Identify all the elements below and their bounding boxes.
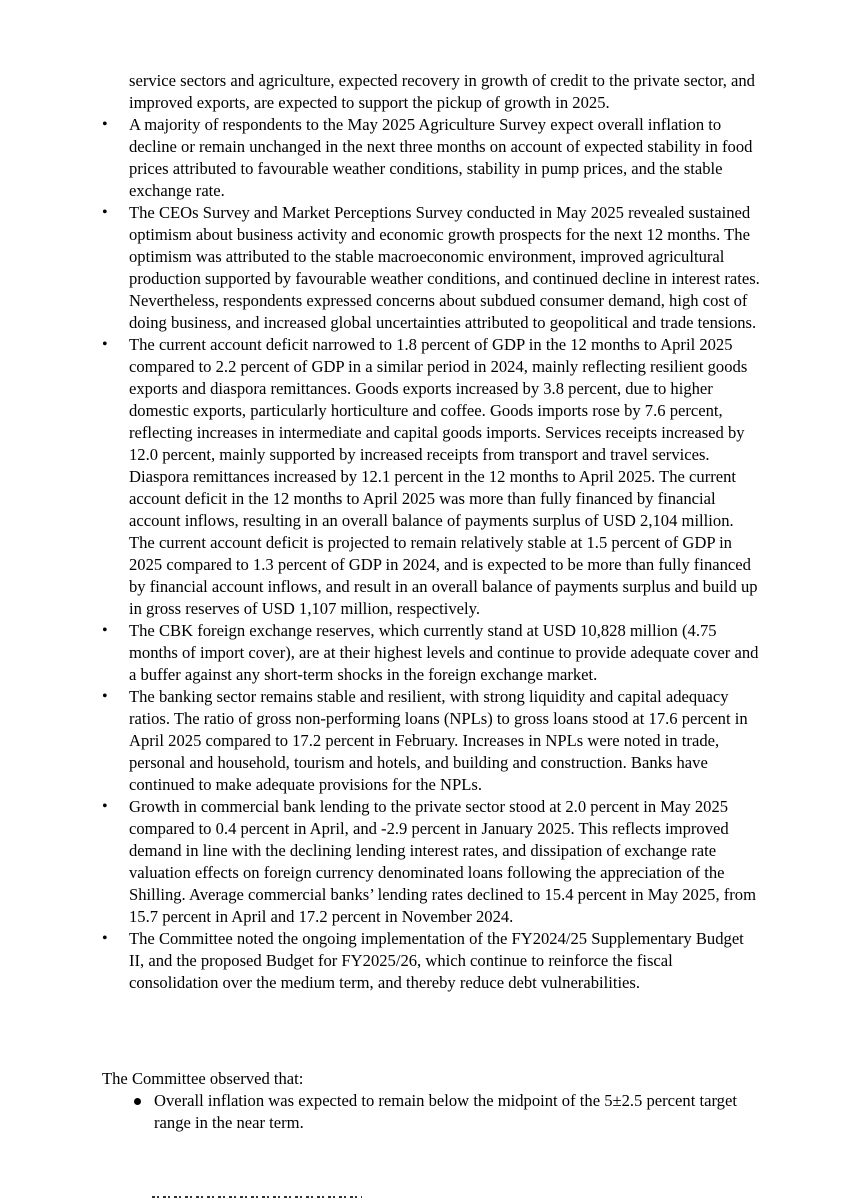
bullet-marker: • [102,336,108,353]
bullet-dot-icon [134,1098,141,1105]
cropped-text-fragment [152,1194,362,1200]
bullet-marker: • [102,798,108,815]
bullet-marker: • [102,930,108,947]
paragraph-text: The current account deficit narrowed to 1.8 percent of GDP in the 12 months to April 2025 compared to 2.2 percent of GDP in a similar period in 2024, mainly reflecting resilient goods exports and diaspora remittances. Goods exports increased by 3.8 percent, due to higher domestic exports, particularly horticulture and coffee. Goods imports rose by 7.6 percent, reflecting increases in intermediate and capital goods imports. Services receipts increased by 12.0 percent, mainly supported by increased receipts from transport and travel services. Diaspora remittances increased by 12.1 percent in the 12 months to April 2025. The current account deficit in the 12 months to April 2025 was more than fully financed by financial account inflows, resulting in an overall balance of payments surplus of USD 2,104 million. The current account deficit is projected to remain relatively stable at 1.5 percent of GDP in 2025 compared to 1.3 percent of GDP in 2024, and is expected to be more than fully financed by financial account inflows, and result in an overall balance of payments surplus and build up in gross reserves of USD 1,107 million, respectively. [129,335,758,618]
observed-item-text: Overall inflation was expected to remain below the midpoint of the 5±2.5 percent target range in the near term. [154,1091,737,1132]
paragraph-text: The banking sector remains stable and resilient, with strong liquidity and capital adequacy ratios. The ratio of gross non-performing loans (NPLs) to gross loans stood at 17.6 percent in April 2025 compared to 17.2 percent in February. Increases in NPLs were noted in trade, personal and household, tourism and hotels, and building and construction. Banks have continued to make adequate provisions for the NPLs. [129,687,748,794]
bullet-marker: • [102,688,108,705]
bullet-marker: • [102,622,108,639]
list-item [102,928,762,994]
list-item [102,70,762,114]
paragraph-text: The CEOs Survey and Market Perceptions Survey conducted in May 2025 revealed sustained optimism about business activity and economic growth prospects for the next 12 months. The optimism was attributed to the stable macroeconomic environment, improved agricultural production supported by favourable weather conditions, and continued decline in interest rates. Nevertheless, respondents expressed concerns about subdued consumer demand, high cost of doing business, and increased global uncertainties attributed to geopolitical and trade tensions. [129,203,760,332]
observed-list-item [130,1090,750,1134]
list-item [102,334,762,620]
observed-heading: The Committee observed that: [102,1069,304,1088]
list-item [102,686,762,796]
list-item [102,620,762,686]
paragraph-text: A majority of respondents to the May 2025 Agriculture Survey expect overall inflation to decline or remain unchanged in the next three months on account of expected stability in food prices attributed to favourable weather conditions, stability in pump prices, and the stable exchange rate. [129,115,753,200]
paragraph-text: The CBK foreign exchange reserves, which currently stand at USD 10,828 million (4.75 months of import cover), are at their highest levels and continue to provide adequate cover and a buffer against any short-term shocks in the foreign exchange market. [129,621,759,684]
list-item [102,114,762,202]
bullet-marker: • [102,116,108,133]
list-item [102,796,762,928]
observed-list [130,1090,750,1134]
bullet-marker: • [102,204,108,221]
paragraph-text: Growth in commercial bank lending to the private sector stood at 2.0 percent in May 2025 compared to 0.4 percent in April, and -2.9 percent in January 2025. This reflects improved demand in line with the declining lending interest rates, and dissipation of exchange rate valuation effects on foreign currency denominated loans following the appreciation of the Shilling. Average commercial banks’ lending rates declined to 15.4 percent in May 2025, from 15.7 percent in April and 17.2 percent in November 2024. [129,797,757,926]
paragraph-text: service sectors and agriculture, expected recovery in growth of credit to the private sector, and improved exports, are expected to support the pickup of growth in 2025. [129,71,755,112]
list-item [102,202,762,334]
paragraph-text: The Committee noted the ongoing implementation of the FY2024/25 Supplementary Budget II, and the proposed Budget for FY2025/26, which continue to reinforce the fiscal consolidation over the medium term, and thereby reduce debt vulnerabilities. [129,929,744,992]
bullet-list [102,70,762,994]
